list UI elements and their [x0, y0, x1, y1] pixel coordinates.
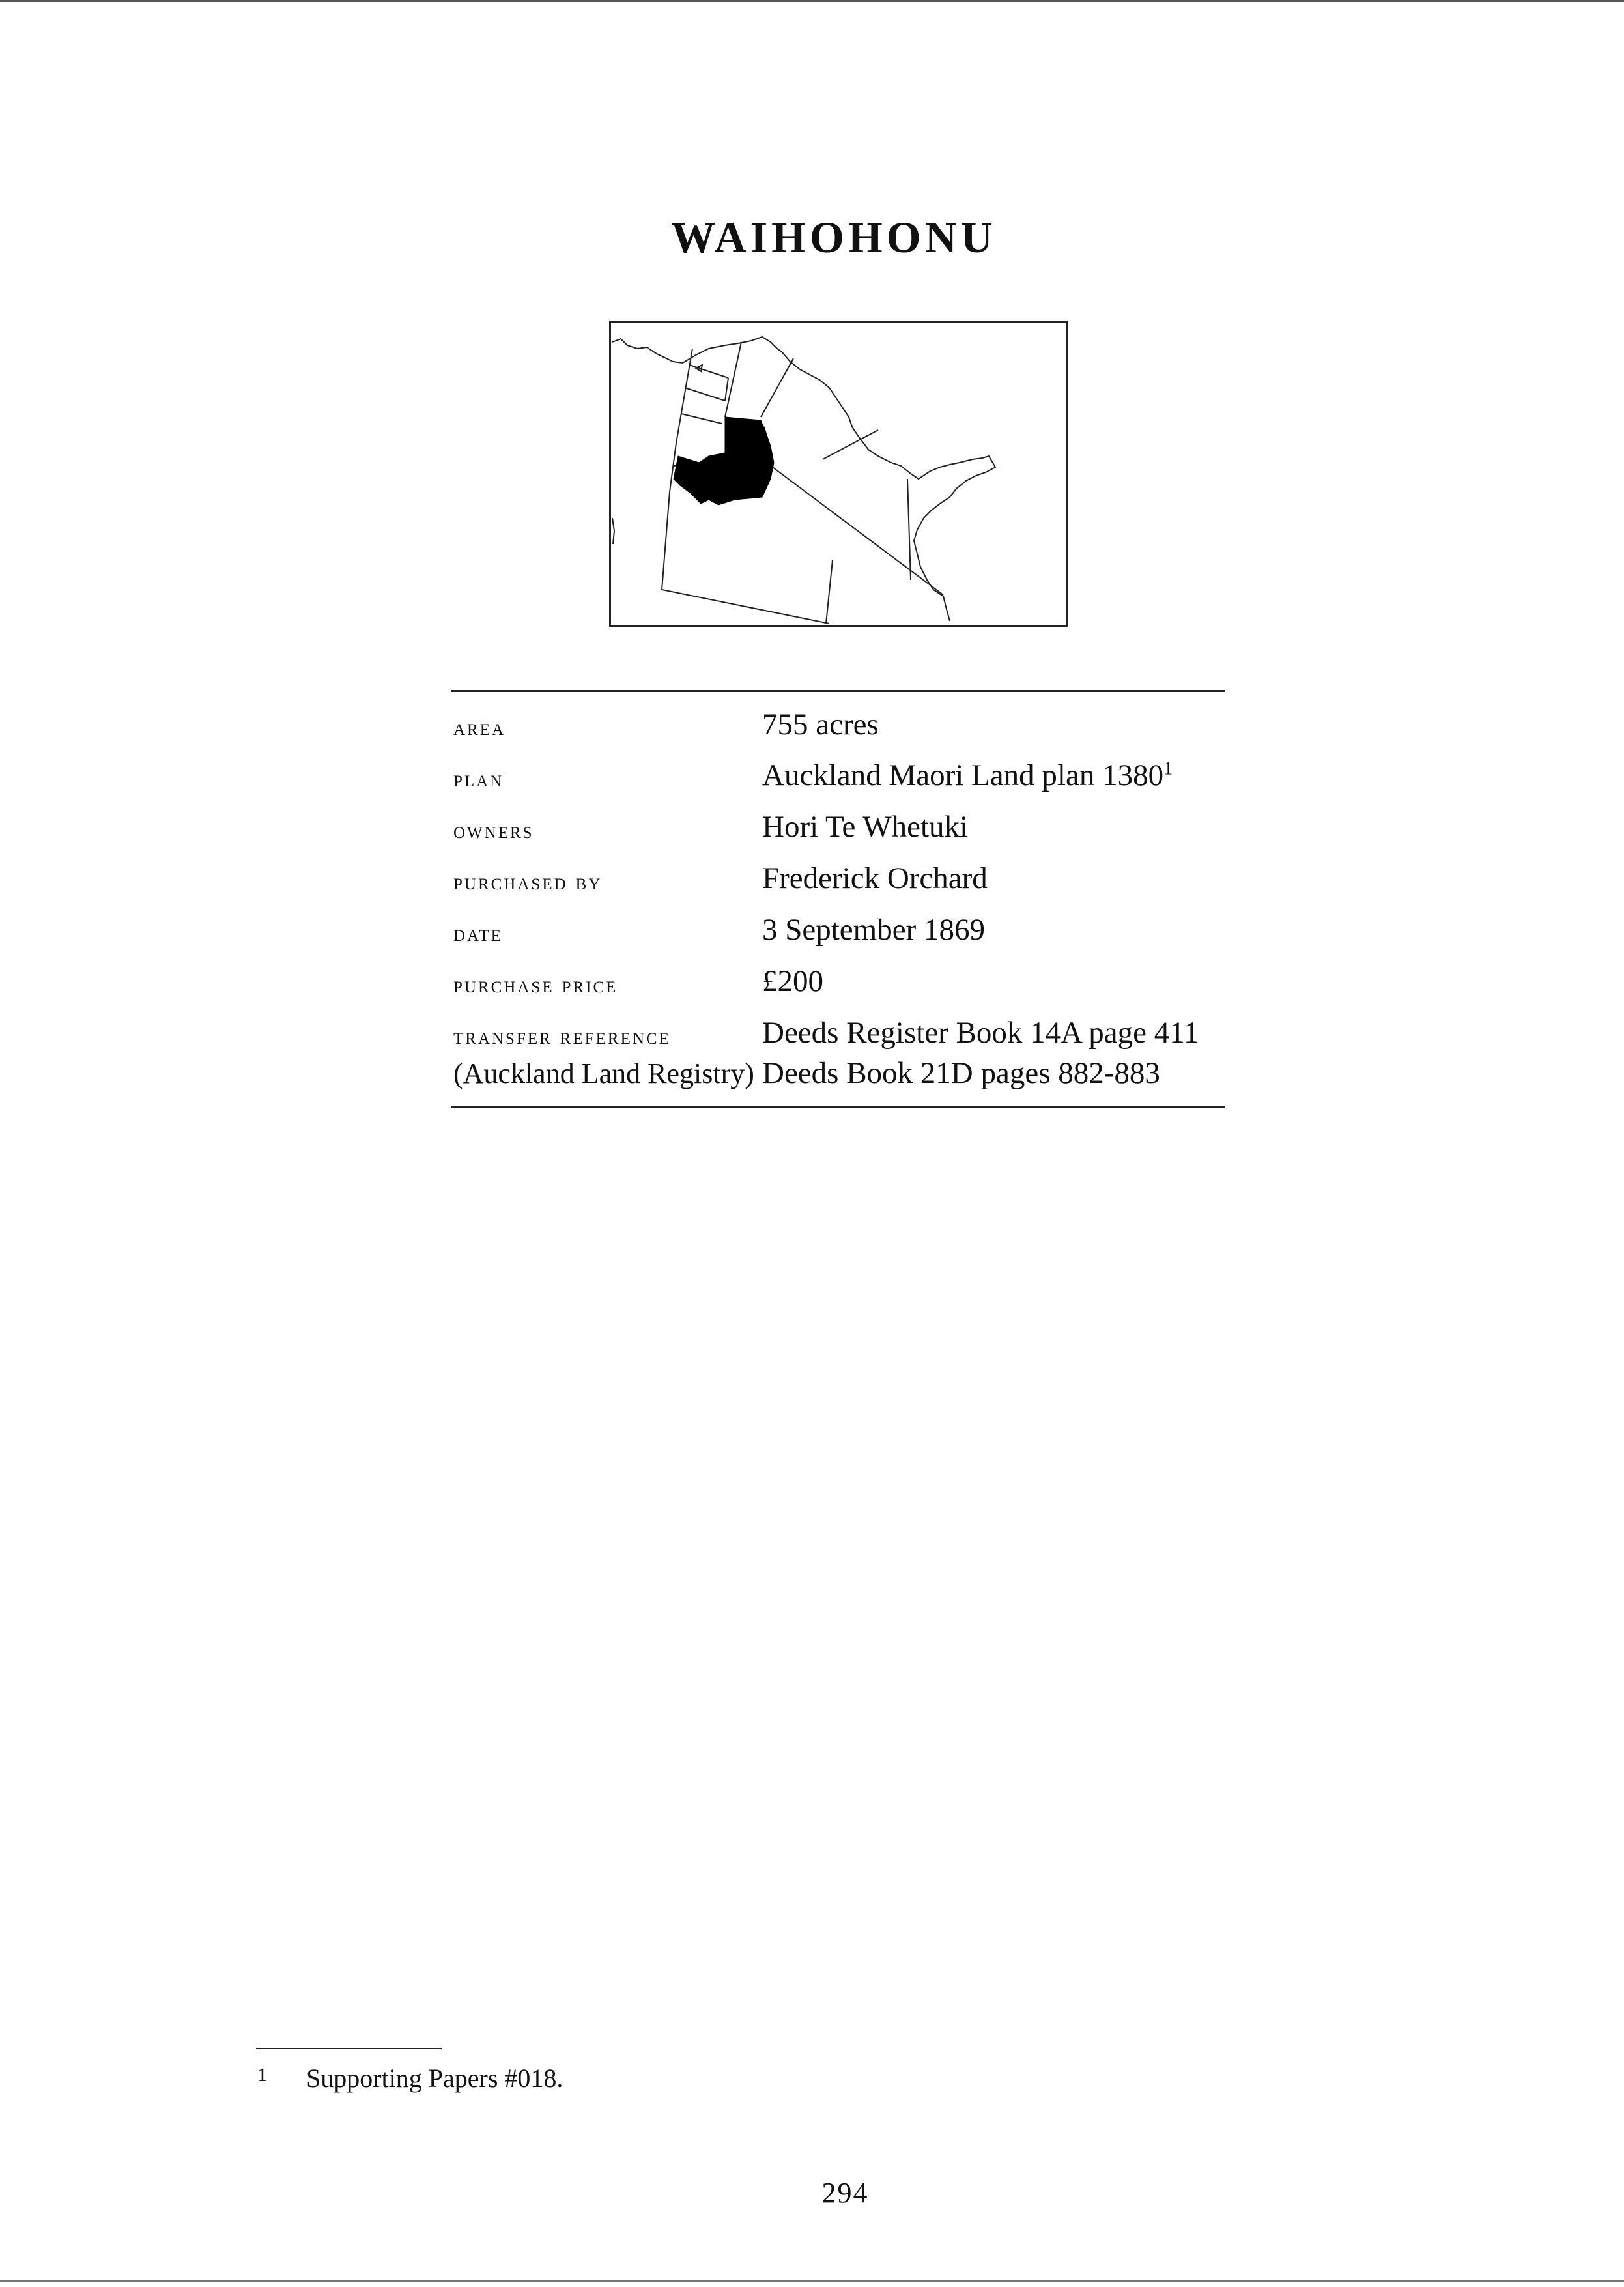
- footnote-text: Supporting Papers #018.: [306, 2064, 563, 2093]
- plan-value: Auckland Maori Land plan 1380: [762, 758, 1164, 792]
- boundary-line: [761, 358, 793, 417]
- boundary-line: [685, 388, 725, 401]
- location-map: [609, 321, 1068, 627]
- coastline: [612, 337, 995, 621]
- area-label: area: [453, 714, 506, 740]
- boundary-line: [826, 560, 833, 624]
- purchase-price-label: purchase price: [453, 971, 618, 998]
- boundary-line: [725, 378, 728, 401]
- page-number: 294: [821, 2177, 869, 2209]
- plan-footnote-ref: 1: [1163, 758, 1173, 779]
- purchase-price-value: £200: [762, 964, 823, 998]
- registry-label: (Auckland Land Registry): [453, 1057, 754, 1089]
- owners-label: owners: [453, 817, 534, 843]
- boundary-line: [823, 430, 878, 459]
- footnote-number: 1: [257, 2064, 267, 2086]
- date-value: 3 September 1869: [762, 913, 985, 947]
- boundary-line: [762, 459, 943, 595]
- plan-label: plan: [453, 766, 504, 792]
- plan-value-row: [762, 758, 1173, 793]
- boundary-line: [907, 479, 911, 580]
- boundary-line: [689, 365, 728, 378]
- map-drawing: [611, 323, 1066, 625]
- registry-value: Deeds Book 21D pages 882-883: [762, 1056, 1160, 1090]
- owners-value: Hori Te Whetuki: [762, 810, 969, 844]
- page-title: WAIHOHONU: [671, 212, 997, 262]
- page-top-edge: [0, 0, 1624, 2]
- footnote-rule: [256, 2048, 442, 2049]
- page-bottom-edge: [0, 2280, 1624, 2282]
- transfer-reference-label: transfer reference: [453, 1023, 671, 1049]
- purchased-by-label: purchased by: [453, 869, 603, 895]
- boundary-line: [681, 414, 722, 424]
- western-shore: [612, 518, 614, 544]
- area-value: 755 acres: [762, 708, 879, 741]
- purchased-by-value: Frederick Orchard: [762, 861, 988, 895]
- table-top-rule: [451, 690, 1225, 692]
- table-bottom-rule: [451, 1106, 1225, 1108]
- transfer-reference-value: Deeds Register Book 14A page 411: [762, 1016, 1199, 1050]
- date-label: date: [453, 920, 503, 946]
- waihohonu-block-north: [725, 417, 766, 437]
